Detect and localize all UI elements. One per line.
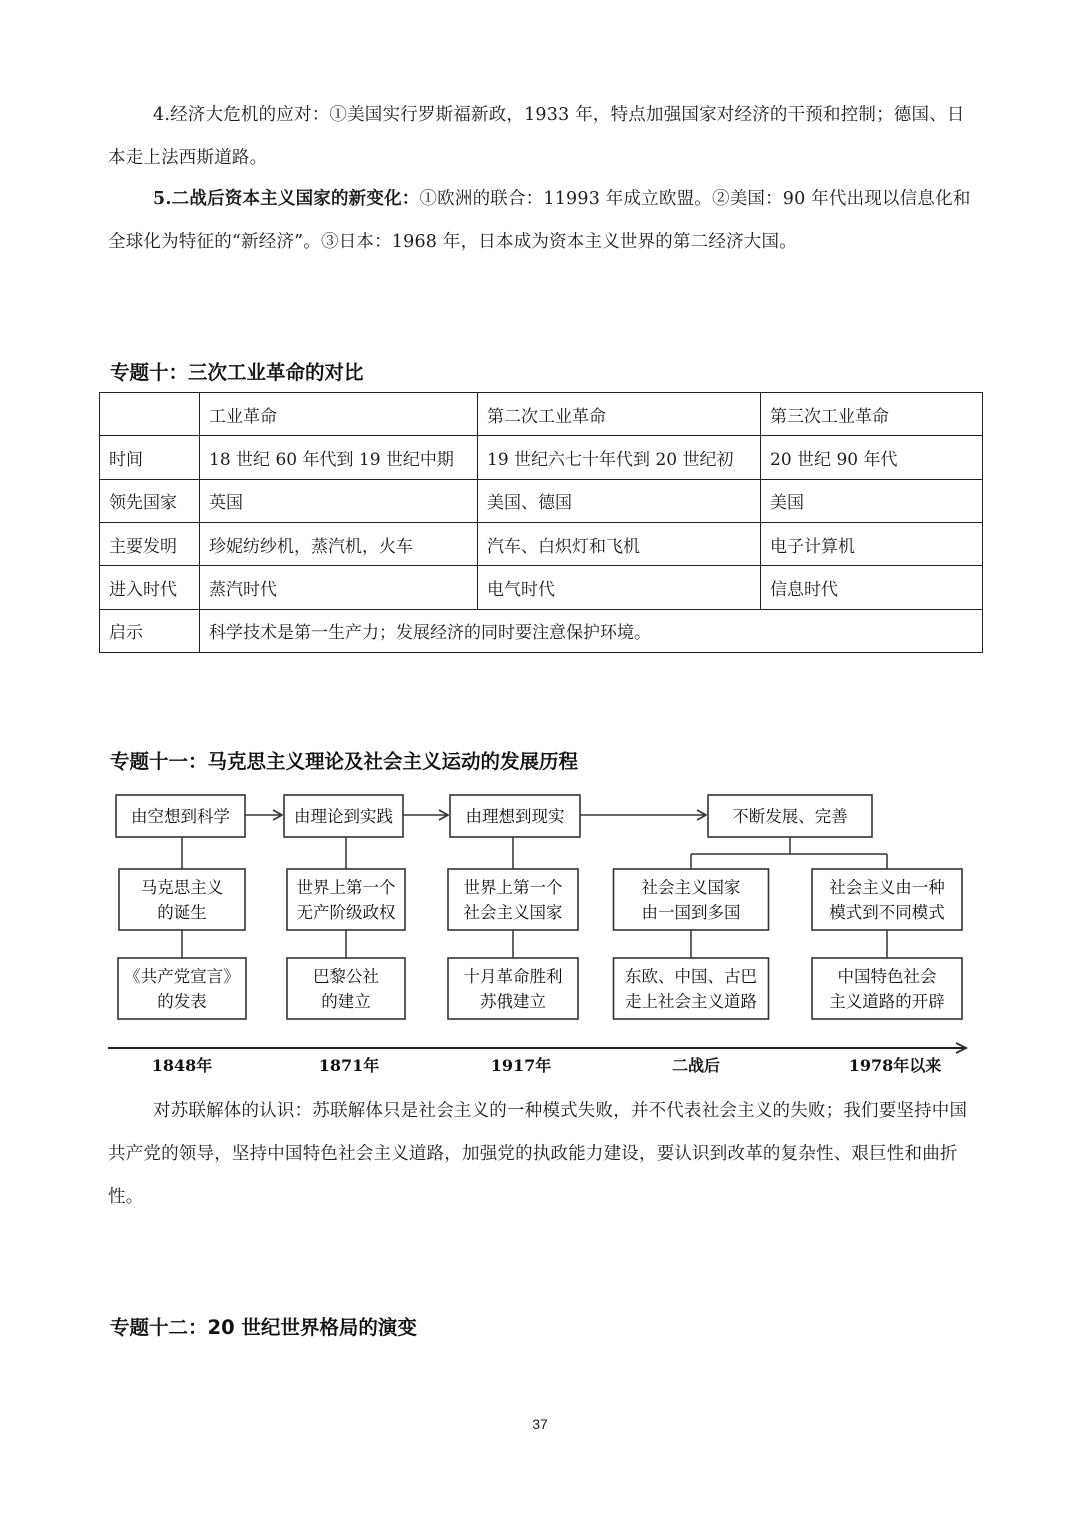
flow-mid-box [448, 869, 578, 930]
paragraph-crisis-response [108, 94, 978, 180]
table-cell: 汽车、白炽灯和飞机 [478, 522, 761, 565]
table-row-label: 领先国家 [100, 479, 200, 522]
flow-bottom-box [287, 958, 405, 1019]
flow-bottom-box-text: 中国特色社会 [837, 967, 937, 986]
paragraph-postwar-changes [108, 178, 978, 264]
flow-mid-box [614, 869, 769, 930]
flow-bottom-box-text: 的建立 [321, 992, 371, 1011]
socialism-development-flowchart [100, 782, 980, 1082]
table-cell: 美国、德国 [478, 479, 761, 522]
flow-top-box [284, 795, 403, 837]
table-cell: 珍妮纺纱机，蒸汽机，火车 [200, 522, 478, 565]
flow-bottom-box-text: 的发表 [157, 992, 207, 1011]
flow-bottom-box-text: 苏俄建立 [480, 992, 546, 1011]
timeline-year-label: 1848年 [151, 1056, 213, 1075]
industrial-revolution-table [99, 392, 983, 653]
paragraph-crisis-response-text: 4.经济大危机的应对：①美国实行罗斯福新政，1933 年，特点加强国家对经济的干预和控制；德国、日本走上法西斯道路。 [108, 105, 965, 168]
table-cell: 20 世纪 90 年代 [761, 436, 983, 479]
flow-mid-box-text: 社会主义国家 [463, 903, 563, 922]
flow-mid-box-text: 社会主义国家 [641, 878, 741, 897]
table-row [100, 479, 983, 522]
flow-top-box-text: 由空想到科学 [131, 807, 230, 826]
flow-top-box [116, 795, 245, 837]
flow-bottom-box [614, 958, 769, 1019]
table-header-cell [100, 393, 200, 436]
flow-bottom-box [448, 958, 578, 1019]
table-cell: 美国 [761, 479, 983, 522]
table-cell: 电气时代 [478, 566, 761, 609]
flow-bottom-box-text: 主义道路的开辟 [829, 992, 945, 1011]
table-row [100, 436, 983, 479]
flow-top-box [450, 795, 580, 837]
flow-mid-box [119, 869, 245, 930]
flow-mid-box-text: 世界上第一个 [463, 878, 563, 897]
table-cell: 信息时代 [761, 566, 983, 609]
timeline-year-label: 二战后 [671, 1056, 721, 1075]
flow-bottom-box-text: 巴黎公社 [313, 967, 379, 986]
timeline-year-label: 1978年以来 [848, 1056, 942, 1075]
table-row-label: 主要发明 [100, 522, 200, 565]
flow-top-box [708, 795, 872, 837]
paragraph-postwar-changes-lead: 5.二战后资本主义国家的新变化： [153, 189, 420, 209]
flow-mid-box-text: 由一国到多国 [641, 903, 741, 922]
table-header-cell: 工业革命 [200, 393, 478, 436]
flow-mid-box-text: 模式到不同模式 [829, 903, 945, 922]
topic11-title: 专题十一：马克思主义理论及社会主义运动的发展历程 [110, 750, 579, 773]
table-header-cell: 第三次工业革命 [761, 393, 983, 436]
paragraph-soviet-collapse [108, 1090, 978, 1219]
table-row [100, 566, 983, 609]
flow-mid-box-text: 的诞生 [157, 903, 207, 922]
timeline-year-label: 1871年 [318, 1056, 380, 1075]
flow-bottom-box [812, 958, 962, 1019]
table-cell: 电子计算机 [761, 522, 983, 565]
flow-mid-box [287, 869, 405, 930]
flow-mid-box-text: 社会主义由一种 [829, 878, 945, 897]
table-cell: 18 世纪 60 年代到 19 世纪中期 [200, 436, 478, 479]
table-row-label: 进入时代 [100, 566, 200, 609]
table-cell: 19 世纪六七十年代到 20 世纪初 [478, 436, 761, 479]
flow-top-box-text: 由理想到现实 [465, 807, 565, 826]
page-number: 37 [532, 1416, 548, 1432]
table-row-label: 启示 [100, 609, 200, 652]
table-cell: 英国 [200, 479, 478, 522]
flow-bottom-box [118, 958, 246, 1019]
table-row-label: 时间 [100, 436, 200, 479]
timeline-year-label: 1917年 [490, 1056, 552, 1075]
flow-mid-box-text: 马克思主义 [140, 878, 224, 897]
paragraph-postwar-changes-text: ①欧洲的联合：11993 年成立欧盟。②美国：90 年代出现以信息化和全球化为特征的“新经济”。③日本：1968 年，日本成为资本主义世界的第二经济大国。 [108, 189, 971, 252]
topic10-title: 专题十：三次工业革命的对比 [110, 361, 364, 384]
flow-mid-box [812, 869, 962, 930]
flow-bottom-box-text: 东欧、中国、古巴 [625, 967, 757, 986]
flow-bottom-box-text: 《共产党宣言》 [124, 967, 240, 986]
topic12-title: 专题十二：20 世纪世界格局的演变 [110, 1316, 417, 1339]
flow-bottom-box-text: 走上社会主义道路 [625, 992, 757, 1011]
flow-top-box-text: 不断发展、完善 [732, 807, 848, 826]
table-row [100, 609, 983, 652]
table-header-row [100, 393, 983, 436]
table-row [100, 522, 983, 565]
flow-top-box-text: 由理论到实践 [294, 807, 393, 826]
table-cell: 蒸汽时代 [200, 566, 478, 609]
flow-mid-box-text: 无产阶级政权 [296, 903, 396, 922]
table-cell: 科学技术是第一生产力；发展经济的同时要注意保护环境。 [200, 609, 983, 652]
flow-bottom-box-text: 十月革命胜利 [463, 967, 563, 986]
paragraph-soviet-collapse-text: 对苏联解体的认识：苏联解体只是社会主义的一种模式失败，并不代表社会主义的失败；我们要坚持中国共产党的领导，坚持中国特色社会主义道路，加强党的执政能力建设，要认识到改革的复杂性、艰巨性和曲折性。 [108, 1101, 968, 1207]
table-header-cell: 第二次工业革命 [478, 393, 761, 436]
flow-mid-box-text: 世界上第一个 [296, 878, 396, 897]
